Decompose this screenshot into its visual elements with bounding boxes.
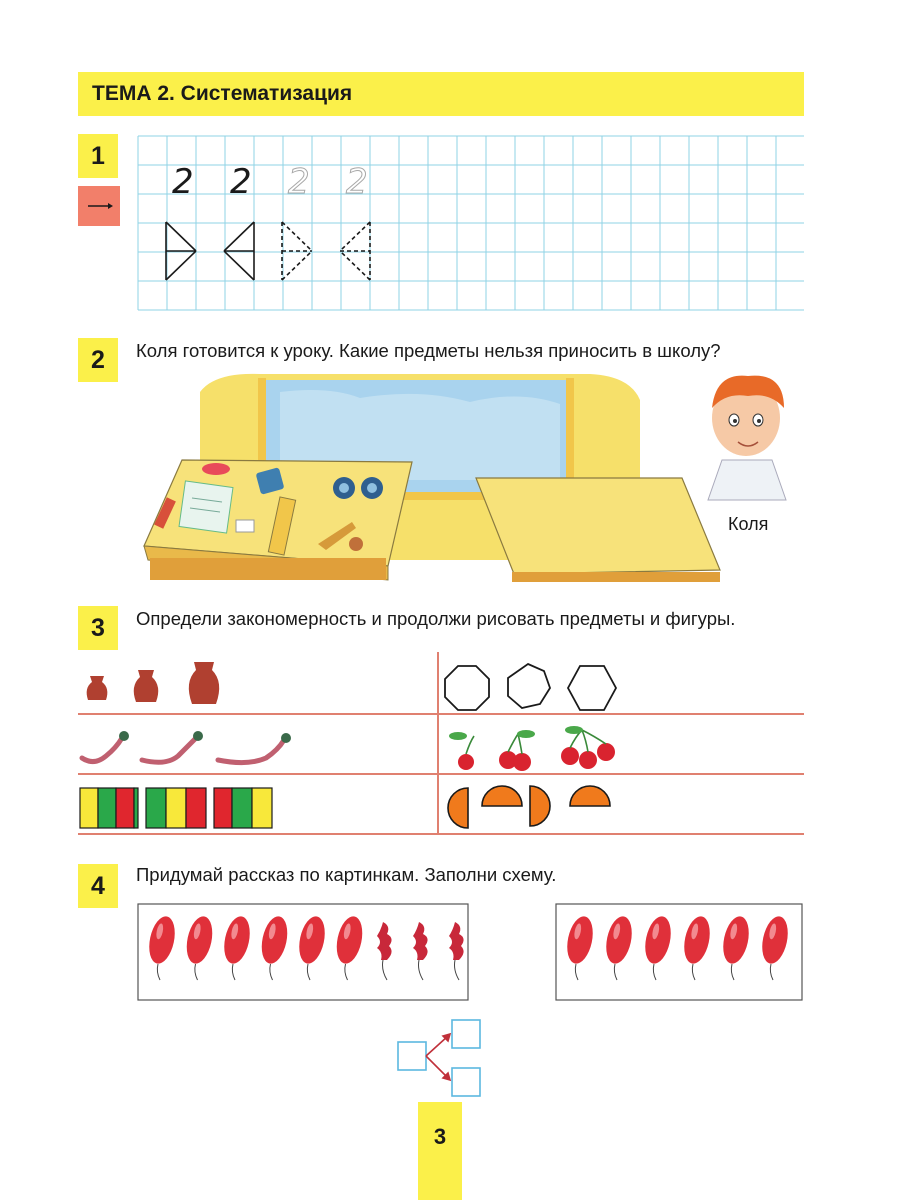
balloon-whole xyxy=(680,914,713,980)
balloons-right xyxy=(563,914,791,980)
task-number-1: 1 xyxy=(78,134,118,178)
task-number-2: 2 xyxy=(78,338,118,382)
balloon-whole xyxy=(602,914,635,980)
triangle-shape-right-dashed xyxy=(282,222,312,280)
cherry-row xyxy=(449,726,615,771)
task-number-3: 3 xyxy=(78,606,118,650)
balloon-whole xyxy=(333,914,366,980)
balloon-whole xyxy=(183,914,216,980)
balloons-left xyxy=(145,914,463,980)
task-number-4: 4 xyxy=(78,864,118,908)
task2-instruction: Коля готовится к уроку. Какие предметы нельзя приносить в школу? xyxy=(136,340,721,361)
boy-name-label: Коля xyxy=(728,514,769,534)
page-number: 3 xyxy=(418,1102,462,1200)
digit-2-trace-2: 2 xyxy=(346,162,368,202)
scheme-box-whole xyxy=(398,1042,426,1070)
topic-title: ТЕМА 2. Систематизация xyxy=(92,82,353,105)
balloon-burst xyxy=(449,922,464,980)
writing-grid xyxy=(138,136,804,310)
balloon-burst xyxy=(377,922,392,980)
task4-instruction: Придумай рассказ по картинкам. Заполни схему. xyxy=(136,864,557,885)
task3-instruction: Определи закономерность и продолжи рисовать предметы и фигуры. xyxy=(136,608,736,629)
balloon-whole xyxy=(758,914,791,980)
scheme-box-part-1 xyxy=(452,1020,480,1048)
half-circle-row xyxy=(448,786,610,828)
triangle-shape-left-1 xyxy=(224,222,254,280)
digit-2-solid-1: 2 xyxy=(172,162,194,202)
balloon-whole xyxy=(295,914,328,980)
snake-row xyxy=(82,738,284,763)
balloon-panel-right xyxy=(556,904,802,1000)
balloon-whole xyxy=(258,914,291,980)
balloon-burst xyxy=(413,922,428,980)
balloon-whole xyxy=(563,914,596,980)
balloon-whole xyxy=(145,914,178,980)
balloon-whole xyxy=(641,914,674,980)
digit-2-trace-1: 2 xyxy=(288,162,310,202)
balloon-whole xyxy=(220,914,253,980)
scheme-diagram xyxy=(398,1020,480,1096)
balloon-panel-left xyxy=(138,904,468,1000)
balloon-whole xyxy=(719,914,752,980)
digit-2-solid-2: 2 xyxy=(230,162,252,202)
triangle-shape-left-dashed xyxy=(340,222,370,280)
vase-row xyxy=(87,662,220,704)
polygon-row xyxy=(445,664,616,710)
triangle-shape-right-1 xyxy=(166,222,196,280)
scheme-box-part-2 xyxy=(452,1068,480,1096)
arrow-right-icon xyxy=(78,186,120,226)
color-bar-row xyxy=(80,788,272,828)
